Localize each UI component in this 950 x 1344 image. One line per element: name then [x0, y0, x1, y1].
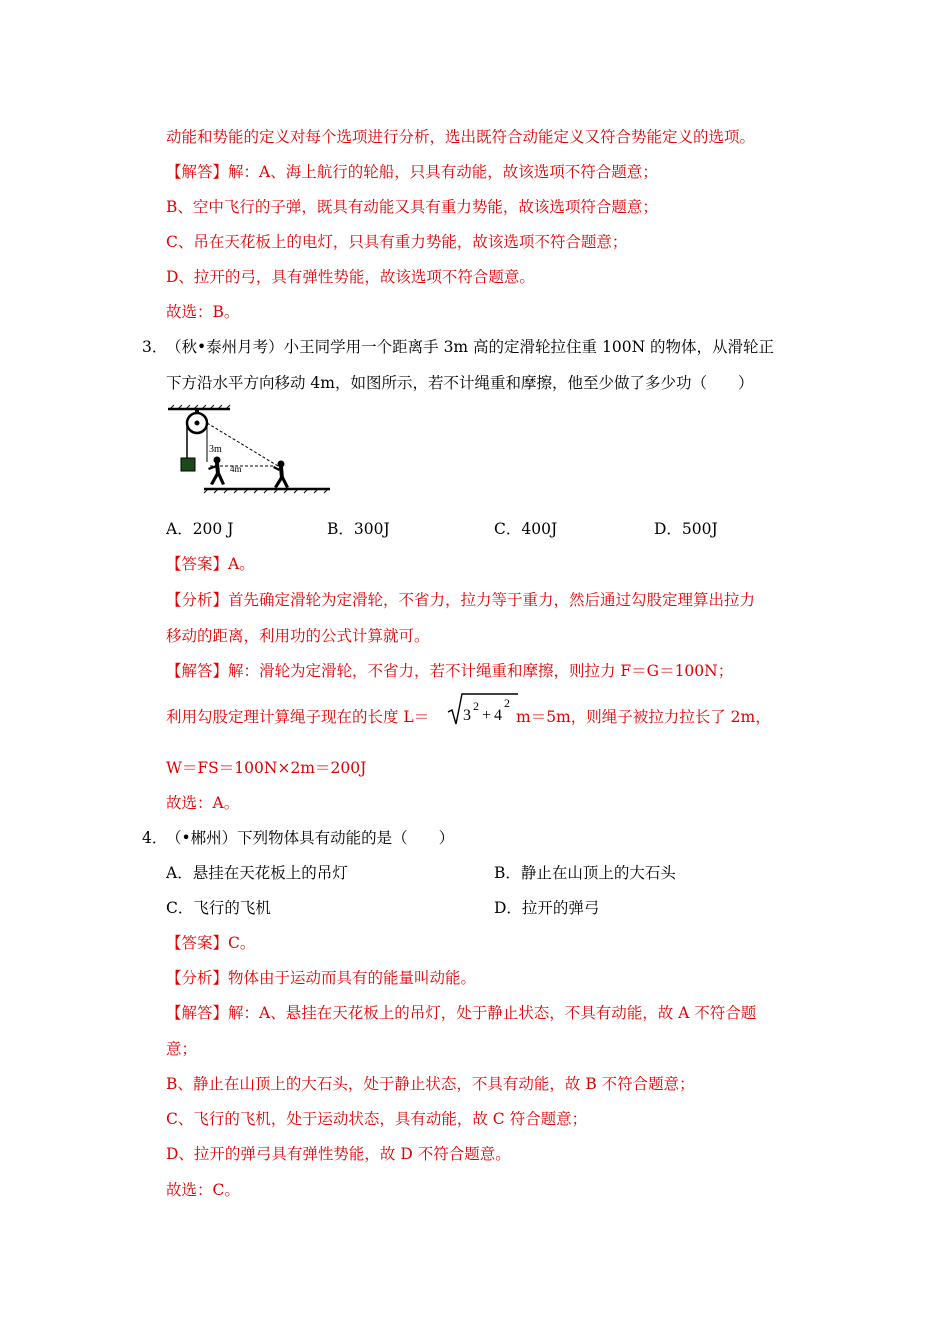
- sqrt-exp-b: 2: [504, 696, 510, 710]
- q4-analysis: 【分析】物体由于运动而具有的能量叫动能。: [166, 969, 477, 987]
- q4-solution-line1: 【解答】解：A、悬挂在天花板上的吊灯，处于静止状态，不具有动能，故 A 不符合题: [166, 1004, 757, 1022]
- q3-option-b: B．300J: [327, 520, 390, 538]
- q3-choice: 故选：A。: [166, 794, 240, 812]
- q4-solution-line: C、飞行的飞机，处于运动状态，具有动能，故 C 符合题意；: [166, 1110, 588, 1128]
- q4-solution-line2: 意；: [166, 1040, 198, 1058]
- sqrt-exp-a: 2: [473, 699, 479, 713]
- q4-solution-line: B、静止在山顶上的大石头，处于静止状态，不具有动能，故 B 不符合题意；: [166, 1075, 695, 1093]
- prev-solution-line: B、空中飞行的子弹，既具有动能又具有重力势能，故该选项符合题意；: [166, 198, 658, 216]
- prev-solution-line: 【解答】解：A、海上航行的轮船，只具有动能，故该选项不符合题意；: [166, 163, 658, 181]
- q3-option-a: A．200 J: [166, 520, 234, 538]
- q4-choice: 故选：C。: [166, 1181, 240, 1199]
- sqrt-expression: [446, 690, 518, 730]
- prev-solution-line: D、拉开的弓，具有弹性势能，故该选项不符合题意。: [166, 268, 535, 286]
- q3-stem-line2: 下方沿水平方向移动 4m，如图所示，若不计绳重和摩擦，他至少做了多少功（ ）: [166, 374, 754, 392]
- q3-solution-line1: 【解答】解：滑轮为定滑轮，不省力，若不计绳重和摩擦，则拉力 F＝G＝100N；: [166, 662, 734, 680]
- pulley-figure: [160, 400, 335, 495]
- q4-option-a: A．悬挂在天花板上的吊灯: [166, 864, 348, 882]
- sqrt-plus: +: [482, 707, 492, 724]
- q4-number: 4．: [142, 829, 168, 847]
- q3-option-c: C．400J: [494, 520, 558, 538]
- sqrt-term-a: 3: [463, 707, 471, 724]
- q3-solution-line3: W＝FS＝100N×2m＝200J: [166, 759, 367, 777]
- figure-label-4m: 4m: [230, 464, 242, 474]
- prev-analysis-tail: 动能和势能的定义对每个选项进行分析，选出既符合动能定义又符合势能定义的选项。: [166, 128, 756, 146]
- prev-choice: 故选：B。: [166, 303, 240, 321]
- q4-solution-line: D、拉开的弹弓具有弹性势能，故 D 不符合题意。: [166, 1145, 511, 1163]
- q4-stem: （•郴州）下列物体具有动能的是（ ）: [166, 829, 455, 847]
- q3-stem-line1: （秋•泰州月考）小王同学用一个距离手 3m 高的定滑轮拉住重 100N 的物体，从滑轮正: [166, 338, 775, 356]
- person-icon: [208, 457, 225, 486]
- q3-solution-line2-pre: 利用勾股定理计算绳子现在的长度 L＝: [166, 708, 430, 726]
- prev-solution-line: C、吊在天花板上的电灯，只具有重力势能，故该选项不符合题意；: [166, 233, 628, 251]
- q3-analysis-line2: 移动的距离，利用功的公式计算就可。: [166, 627, 430, 645]
- q3-number: 3．: [142, 338, 168, 356]
- sqrt-term-b: 4: [494, 707, 502, 724]
- q4-option-d: D．拉开的弹弓: [494, 899, 600, 917]
- figure-label-3m: 3m: [209, 444, 222, 455]
- q4-answer: 【答案】C。: [166, 934, 256, 952]
- q4-option-c: C．飞行的飞机: [166, 899, 271, 917]
- q3-option-d: D．500J: [654, 520, 718, 538]
- q3-analysis-line1: 【分析】首先确定滑轮为定滑轮，不省力，拉力等于重力，然后通过勾股定理算出拉力: [166, 591, 756, 609]
- q3-solution-line2-post: m＝5m，则绳子被拉力拉长了 2m，: [516, 708, 771, 726]
- q3-answer: 【答案】A。: [166, 555, 255, 573]
- q4-option-b: B．静止在山顶上的大石头: [494, 864, 676, 882]
